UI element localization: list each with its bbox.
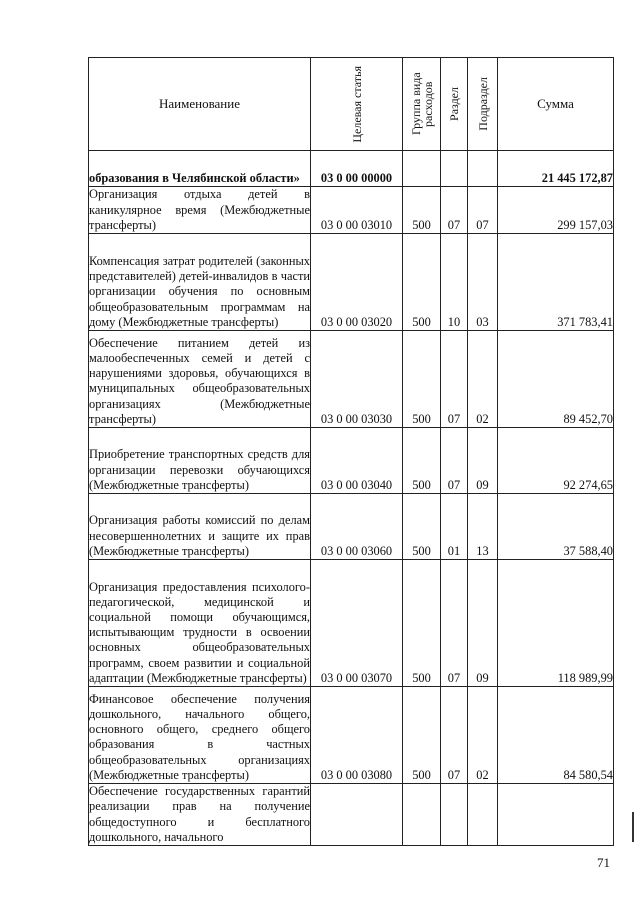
header-name: Наименование	[89, 58, 311, 151]
header-article	[311, 58, 403, 151]
row-subsection: 07	[468, 187, 498, 234]
row-group: 500	[403, 331, 441, 428]
header-group	[403, 58, 441, 151]
row-group	[403, 151, 441, 187]
table-row	[89, 151, 614, 187]
row-subsection: 13	[468, 494, 498, 560]
row-group: 500	[403, 687, 441, 784]
table-row	[89, 687, 614, 784]
header-subsection	[468, 58, 498, 151]
row-name: Организация отдыха детей в каникулярное время (Межбюджетные трансферты)	[89, 187, 310, 232]
row-article: 03 0 00 03020	[311, 234, 403, 331]
row-article	[311, 784, 403, 846]
row-sum: 92 274,65	[498, 428, 614, 494]
table-header-row	[89, 58, 614, 151]
row-group: 500	[403, 494, 441, 560]
row-subsection: 02	[468, 331, 498, 428]
row-name: Организация предоставления психолого-педагогической, медицинской и социальной помощи обучающимся, испытывающим трудности в освоении основных общеобразовательных программ, своем развитии и социальной адаптации (Межбюджетные трансферты)	[89, 560, 311, 687]
row-subsection: 09	[468, 428, 498, 494]
row-subsection	[468, 784, 498, 846]
row-sum: 84 580,54	[498, 687, 614, 784]
row-sum: 371 783,41	[498, 234, 614, 331]
page-number: 71	[597, 855, 610, 870]
header-article-label: Целевая статья	[349, 65, 364, 143]
row-subsection: 09	[468, 560, 498, 687]
row-section: 01	[441, 494, 468, 560]
table-row	[89, 331, 614, 428]
row-sum: 37 588,40	[498, 494, 614, 560]
header-section	[441, 58, 468, 151]
row-article: 03 0 00 00000	[311, 151, 403, 187]
row-article: 03 0 00 03060	[311, 494, 403, 560]
row-article: 03 0 00 03040	[311, 428, 403, 494]
row-name: Приобретение транспортных средств для организации перевозки обучающихся (Межбюджетные трансферты)	[89, 428, 311, 494]
row-sum: 21 445 172,87	[498, 151, 614, 187]
header-group-label: Группа вида расходов	[408, 72, 435, 136]
row-section: 07	[441, 331, 468, 428]
row-group: 500	[403, 560, 441, 687]
row-section: 10	[441, 234, 468, 331]
table-row	[89, 234, 614, 331]
table-row	[89, 428, 614, 494]
row-section	[441, 151, 468, 187]
header-sum: Сумма	[498, 58, 614, 151]
row-sum: 118 989,99	[498, 560, 614, 687]
row-name: Компенсация затрат родителей (законных представителей) детей-инвалидов в части организации обучения по основным общеобразовательным программам на дому (Межбюджетные трансферты)	[89, 234, 311, 331]
header-subsection-label: Подраздел	[475, 77, 490, 131]
row-name: образования в Челябинской области»	[89, 151, 311, 187]
row-group: 500	[403, 234, 441, 331]
row-group: 500	[403, 187, 441, 234]
row-group: 500	[403, 428, 441, 494]
row-section: 07	[441, 560, 468, 687]
row-article: 03 0 00 03070	[311, 560, 403, 687]
table-row	[89, 784, 614, 846]
row-subsection: 02	[468, 687, 498, 784]
table-row	[89, 494, 614, 560]
row-subsection	[468, 151, 498, 187]
budget-table	[88, 57, 614, 846]
row-group	[403, 784, 441, 846]
table-row	[89, 560, 614, 687]
row-section	[441, 784, 468, 846]
row-section: 07	[441, 187, 468, 234]
row-article: 03 0 00 03080	[311, 687, 403, 784]
row-section: 07	[441, 687, 468, 784]
row-name: Финансовое обеспечение получения дошкольного, начального общего, основного общего, среднего общего образования в частных общеобразовательных организациях (Межбюджетные трансферты)	[89, 687, 311, 784]
row-sum: 299 157,03	[498, 187, 614, 234]
scan-edge-mark	[632, 812, 634, 842]
header-section-label: Раздел	[447, 87, 461, 121]
table-body	[89, 151, 614, 846]
row-article: 03 0 00 03030	[311, 331, 403, 428]
row-subsection: 03	[468, 234, 498, 331]
row-article: 03 0 00 03010	[311, 187, 403, 234]
row-sum: 89 452,70	[498, 331, 614, 428]
row-section: 07	[441, 428, 468, 494]
row-name: Обеспечение государственных гарантий реализации прав на получение общедоступного и бесплатного дошкольного, начального	[89, 784, 310, 844]
table-row	[89, 187, 614, 234]
row-name: Организация работы комиссий по делам несовершеннолетних и защите их прав (Межбюджетные трансферты)	[89, 494, 311, 560]
row-sum	[498, 784, 614, 846]
row-name: Обеспечение питанием детей из малообеспеченных семей и детей с нарушениями здоровья, обучающихся в муниципальных общеобразовательных организациях (Межбюджетные трансферты)	[89, 331, 311, 428]
